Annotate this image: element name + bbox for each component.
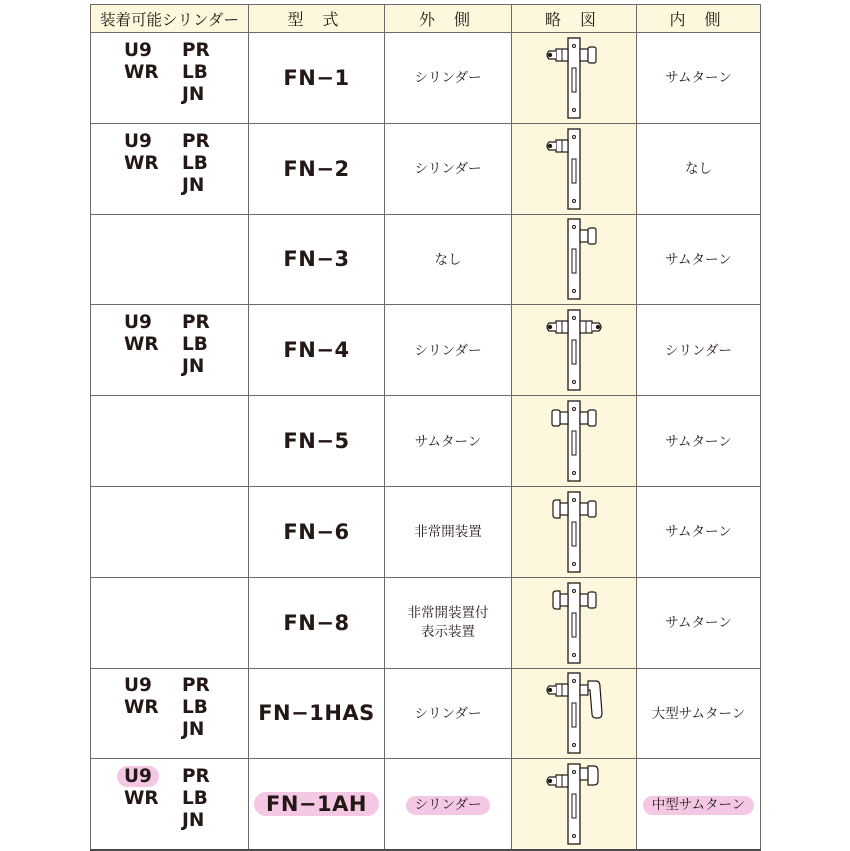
inside-type: なし (685, 161, 712, 178)
table-row (91, 305, 761, 396)
cylinder-code: PR (182, 675, 210, 697)
outside-cell (385, 305, 512, 396)
outside-cell (385, 123, 512, 214)
model-name: FN−1HAS (258, 701, 375, 726)
table-row (91, 123, 761, 214)
diagram-cell (512, 668, 637, 759)
model-name: FN−5 (283, 429, 350, 454)
cylinder-list (91, 668, 249, 759)
cylinder-code: WR (124, 334, 159, 356)
cylinder-code: WR (124, 152, 159, 174)
outside-cell (385, 759, 512, 850)
cylinder-code: WR (124, 697, 159, 719)
outside-cell (385, 33, 512, 124)
table-header-row (91, 5, 761, 33)
inside-type: サムターン (665, 615, 732, 632)
outside-type: シリンダー (414, 70, 482, 87)
table-row-highlighted (91, 759, 761, 850)
inside-cell (637, 396, 761, 487)
outside-type: なし (434, 251, 462, 268)
model-cell (249, 123, 385, 214)
lock-diagram-icon (539, 671, 609, 755)
cylinder-code: U9 (124, 312, 152, 334)
model-cell (249, 759, 385, 850)
cylinder-code: JN (182, 810, 205, 832)
header-diagram: 略 図 (512, 5, 637, 33)
model-name: FN−1 (283, 65, 350, 90)
outside-type-highlighted: シリンダー (406, 796, 491, 815)
cylinder-code: LB (182, 152, 208, 174)
model-cell (249, 214, 385, 305)
outside-type-line: 表示装置 (421, 623, 475, 640)
inside-type: サムターン (665, 524, 732, 541)
cylinder-code: PR (182, 766, 210, 788)
cylinder-code: LB (182, 697, 208, 719)
cylinder-code: JN (182, 174, 205, 196)
table-row (91, 486, 761, 577)
model-cell (249, 577, 385, 668)
lock-diagram-icon (539, 217, 609, 301)
cylinder-list (91, 577, 249, 668)
model-cell (249, 33, 385, 124)
model-cell (249, 486, 385, 577)
cylinder-list (91, 486, 249, 577)
model-name-highlighted: FN−1AH (254, 792, 379, 816)
lock-diagram-icon (539, 581, 609, 665)
inside-type-highlighted: 中型サムターン (643, 796, 755, 815)
cylinder-code: U9 (124, 130, 152, 152)
diagram-cell (512, 305, 637, 396)
model-cell (249, 396, 385, 487)
model-name: FN−8 (283, 610, 350, 635)
outside-cell (385, 668, 512, 759)
header-model: 型 式 (249, 5, 385, 33)
cylinder-code-highlighted: U9 (117, 766, 159, 787)
cylinder-code: LB (182, 61, 208, 83)
model-cell (249, 305, 385, 396)
cylinder-list (91, 33, 249, 124)
cylinder-code: U9 (124, 675, 152, 697)
cylinder-code: JN (182, 83, 205, 105)
outside-cell (385, 577, 512, 668)
cylinder-code: JN (182, 719, 205, 741)
diagram-cell (512, 123, 637, 214)
cylinder-list (91, 305, 249, 396)
inside-cell (637, 305, 761, 396)
inside-cell (637, 33, 761, 124)
table-row (91, 33, 761, 124)
lock-diagram-icon (539, 308, 609, 392)
inside-cell (637, 668, 761, 759)
diagram-cell (512, 486, 637, 577)
cylinder-code: U9 (124, 39, 152, 61)
header-outside: 外 側 (385, 5, 512, 33)
diagram-cell (512, 33, 637, 124)
lock-diagram-icon (539, 399, 609, 483)
model-cell (249, 668, 385, 759)
inside-type: サムターン (665, 70, 732, 87)
outside-type: シリンダー (414, 161, 482, 178)
diagram-cell (512, 396, 637, 487)
lock-spec-table (90, 4, 761, 851)
inside-cell (637, 759, 761, 850)
inside-cell (637, 214, 761, 305)
inside-type: サムターン (665, 433, 732, 450)
cylinder-code: LB (182, 334, 208, 356)
cylinder-code: PR (182, 312, 210, 334)
cylinder-code: JN (182, 356, 205, 378)
model-name: FN−2 (283, 156, 350, 181)
lock-diagram-icon (539, 490, 609, 574)
cylinder-list (91, 214, 249, 305)
table-row (91, 396, 761, 487)
cylinder-list (91, 123, 249, 214)
inside-cell (637, 486, 761, 577)
diagram-cell (512, 577, 637, 668)
header-inside: 内 側 (637, 5, 761, 33)
outside-cell (385, 396, 512, 487)
outside-cell (385, 214, 512, 305)
cylinder-list (91, 396, 249, 487)
table-row (91, 214, 761, 305)
cylinder-code: PR (182, 39, 210, 61)
diagram-cell (512, 214, 637, 305)
inside-type: シリンダー (665, 342, 732, 359)
outside-type: シリンダー (414, 705, 482, 722)
outside-type: 非常開装置 (414, 524, 482, 541)
header-compatible-cylinders: 装着可能シリンダー (91, 5, 249, 33)
cylinder-code: LB (182, 788, 208, 810)
outside-cell (385, 486, 512, 577)
cylinder-code: WR (124, 788, 159, 810)
lock-diagram-icon (539, 36, 609, 120)
cylinder-list (91, 759, 249, 850)
inside-type: 大型サムターン (651, 705, 746, 722)
lock-diagram-icon (539, 762, 609, 846)
model-name: FN−6 (283, 519, 350, 544)
table-row (91, 668, 761, 759)
inside-type: サムターン (665, 251, 732, 268)
diagram-cell (512, 759, 637, 850)
inside-cell (637, 123, 761, 214)
model-name: FN−3 (283, 247, 350, 272)
model-name: FN−4 (283, 338, 350, 363)
outside-type: サムターン (414, 433, 482, 450)
outside-type: シリンダー (414, 342, 482, 359)
outside-type-line: 非常開装置付 (407, 604, 489, 621)
table-row (91, 577, 761, 668)
cylinder-code: PR (182, 130, 210, 152)
cylinder-code: WR (124, 61, 159, 83)
inside-cell (637, 577, 761, 668)
lock-diagram-icon (539, 127, 609, 211)
